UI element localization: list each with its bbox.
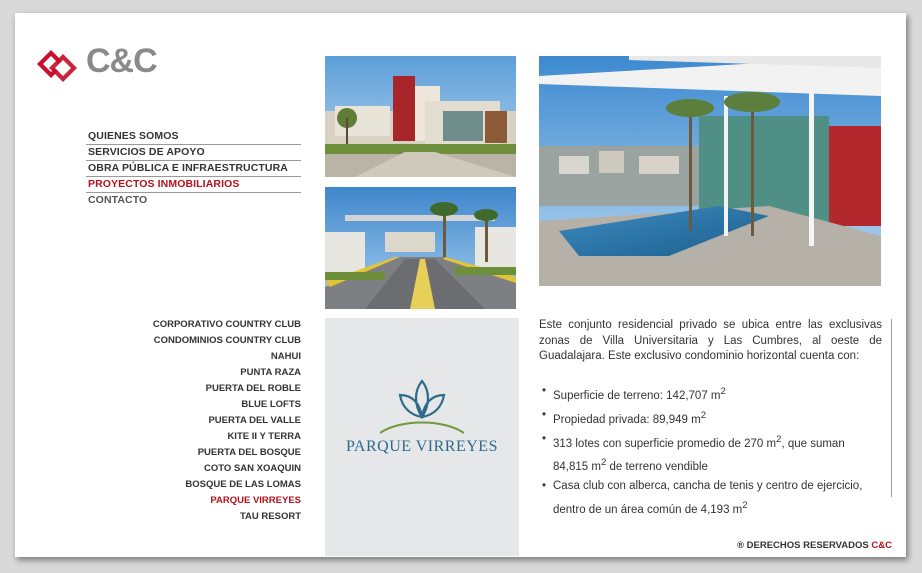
leaf-logo-icon — [380, 373, 464, 437]
logo-diamond-icon — [37, 46, 79, 88]
bullet-icon: • — [542, 385, 547, 397]
project-link[interactable]: PUERTA DEL VALLE — [208, 415, 301, 426]
project-link[interactable]: KITE II Y TERRA — [227, 431, 301, 442]
project-link[interactable]: NAHUI — [270, 351, 301, 362]
project-link[interactable]: BLUE LOFTS — [241, 399, 301, 410]
project-link[interactable]: TAU RESORT — [239, 511, 301, 522]
brand-name: PARQUE VIRREYES — [346, 438, 498, 455]
projects-list — [135, 317, 301, 525]
logo-text: C&C — [86, 42, 157, 80]
divider — [891, 319, 892, 497]
logo[interactable] — [27, 28, 277, 98]
pool-photo — [539, 56, 881, 286]
features-list — [539, 382, 889, 520]
menu-item[interactable]: QUIENES SOMOS — [86, 129, 301, 145]
project-link[interactable]: PUERTA DEL BOSQUE — [197, 447, 301, 458]
feature-item: • Casa club con alberca, cancha de tenis y centro de ejercicio, dentro de un área común de 4,193 $m^2$ — [539, 477, 889, 520]
menu-item[interactable]: CONTACTO — [88, 194, 148, 206]
project-link[interactable]: PARQUE VIRREYES — [210, 495, 301, 506]
feature-item: • Propiedad privada: 89,949 $m^2$ — [539, 406, 889, 430]
bullet-icon: • — [542, 480, 547, 493]
project-link[interactable]: PUERTA DEL ROBLE — [205, 383, 301, 394]
page-frame — [15, 13, 906, 557]
feature-item: • Superficie de terreno: 142,707 $m^2$ — [539, 382, 889, 406]
project-link[interactable]: CORPORATIVO COUNTRY CLUB — [152, 319, 301, 330]
footer-prefix: ® DERECHOS RESERVADOS — [737, 540, 872, 551]
main-menu — [86, 129, 301, 208]
menu-item[interactable]: SERVICIOS DE APOYO — [86, 145, 301, 161]
project-link[interactable]: CONDOMINIOS COUNTRY CLUB — [153, 335, 301, 346]
menu-item[interactable]: PROYECTOS INMOBILIARIOS — [86, 177, 301, 193]
project-link[interactable]: COTO SAN XOAQUIN — [204, 463, 301, 474]
clubhouse-photo — [325, 56, 516, 177]
project-link[interactable]: PUNTA RAZA — [240, 367, 301, 378]
feature-item: • 313 lotes con superficie promedio de 270 $m^2$, que suman 84,815 $m^2$ de terreno vendible — [539, 430, 889, 478]
project-link[interactable]: BOSQUE DE LAS LOMAS — [185, 479, 301, 490]
footer-copyright — [737, 540, 892, 551]
footer-brand[interactable]: C&C — [871, 540, 892, 551]
menu-item[interactable]: OBRA PÚBLICA E INFRAESTRUCTURA — [86, 161, 301, 177]
brand-panel — [325, 318, 519, 556]
bullet-icon: • — [542, 432, 547, 445]
bullet-icon: • — [542, 408, 547, 421]
project-description: Este conjunto residencial privado se ubica entre las exclusivas zonas de Villa Universitaria y Las Cumbres, al oeste de Guadalajara. Este exclusivo condominio horizontal cuenta con: — [539, 319, 882, 362]
entrance-road-photo — [325, 187, 516, 309]
